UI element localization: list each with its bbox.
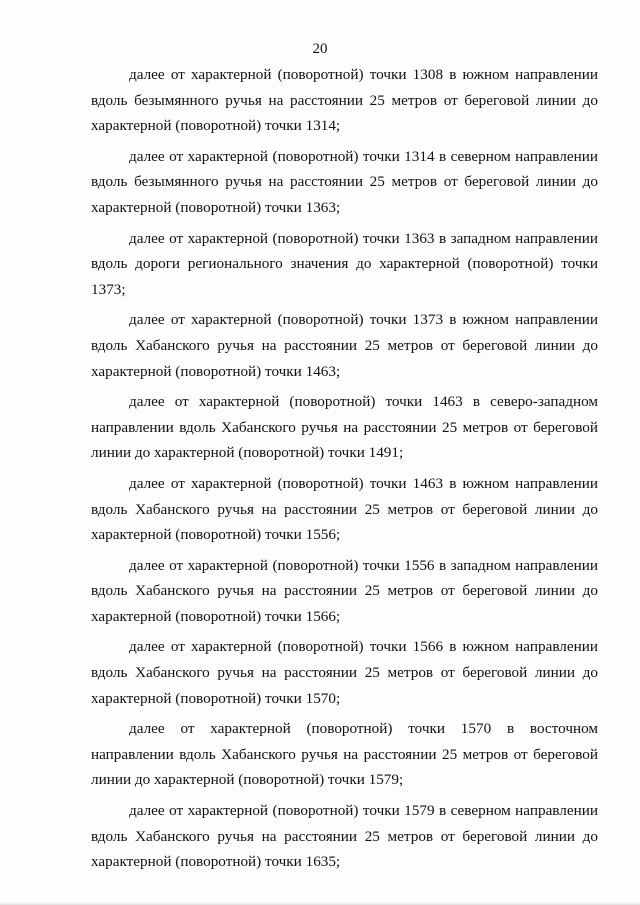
paragraph: далее от характерной (поворотной) точки 1363 в западном направлении вдоль дороги регионального значения до характерной (поворотной) точки 1373; bbox=[91, 229, 598, 298]
page-number: 20 bbox=[312, 41, 328, 57]
paragraph: далее от характерной (поворотной) точки 1463 в южном направлении вдоль Хабанского ручья на расстоянии 25 метров от береговой линии до характерной (поворотной) точки 1556; bbox=[91, 474, 598, 544]
paragraph: далее от характерной (поворотной) точки 1556 в западном направлении вдоль Хабанского ручья на расстоянии 25 метров от береговой линии до характерной (поворотной) точки 1566; bbox=[91, 556, 598, 625]
paragraph: далее от характерной (поворотной) точки 1373 в южном направлении вдоль Хабанского ручья на расстоянии 25 метров от береговой линии до характерной (поворотной) точки 1463; bbox=[91, 311, 598, 380]
document-body bbox=[91, 62, 598, 880]
paragraph: далее от характерной (поворотной) точки 1570 в восточном направлении вдоль Хабанского ручья на расстоянии 25 метров от береговой линии до характерной (поворотной) точки 1579; bbox=[91, 720, 598, 789]
paragraph: далее от характерной (поворотной) точки 1314 в северном направлении вдоль безымянного ручья на расстоянии 25 метров от береговой линии до характерной (поворотной) точки 1363; bbox=[91, 147, 598, 216]
paragraph: далее от характерной (поворотной) точки 1308 в южном направлении вдоль безымянного ручья на расстоянии 25 метров от береговой линии до характерной (поворотной) точки 1314; bbox=[91, 66, 598, 135]
paragraph: далее от характерной (поворотной) точки 1579 в северном направлении вдоль Хабанского ручья на расстоянии 25 метров от береговой линии до характерной (поворотной) точки 1635; bbox=[91, 802, 598, 871]
paragraph: далее от характерной (поворотной) точки 1566 в южном направлении вдоль Хабанского ручья на расстоянии 25 метров от береговой линии до характерной (поворотной) точки 1570; bbox=[91, 638, 598, 707]
paragraph: далее от характерной (поворотной) точки 1463 в северо-западном направлении вдоль Хабанского ручья на расстоянии 25 метров от береговой линии до характерной (поворотной) точки 1491; bbox=[91, 393, 598, 462]
